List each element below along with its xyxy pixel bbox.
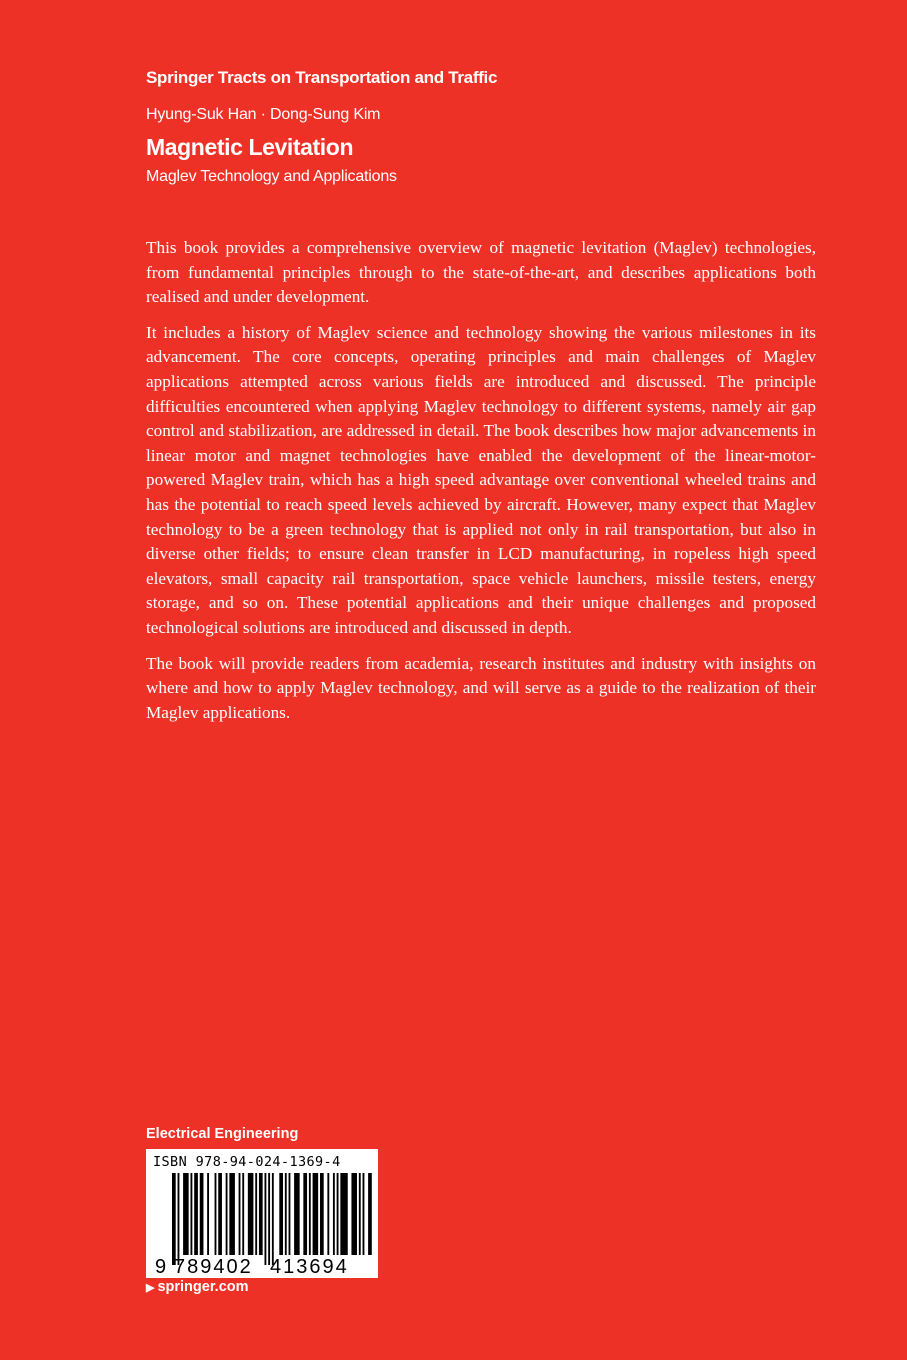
barcode-bar: [368, 1173, 372, 1255]
blurb-paragraph: The book will provide readers from academia, research institutes and industry with insights on where and how to apply Maglev technology, and will serve as a guide to the realization of their Maglev applications.: [146, 653, 816, 722]
book-subtitle: Maglev Technology and Applications: [146, 168, 397, 185]
barcode-bar: [178, 1173, 180, 1265]
barcode-bar: [359, 1173, 361, 1255]
barcode-bar: [255, 1173, 257, 1255]
barcode-bar: [259, 1173, 263, 1255]
barcode-bar: [285, 1173, 287, 1255]
barcode: [146, 1149, 378, 1278]
subject-category: Electrical Engineering: [146, 1126, 299, 1142]
barcode-bar: [279, 1173, 283, 1255]
barcode-bar: [242, 1173, 244, 1255]
blurb: [146, 236, 816, 736]
barcode-bar: [268, 1173, 270, 1265]
barcode-bar: [363, 1173, 365, 1255]
blurb-paragraph: This book provides a comprehensive overview of magnetic levitation (Maglev) technologies, from fundamental principles through to the state-of-the-art, and describes applications both realised and under development.: [146, 238, 816, 307]
barcode-bar: [351, 1173, 357, 1255]
barcode-bar: [337, 1173, 339, 1255]
barcode-bar: [229, 1173, 235, 1255]
barcode-bar: [333, 1173, 335, 1255]
ean-digits-right: 413694: [270, 1256, 349, 1278]
ean-digits-left: 789402: [174, 1256, 253, 1278]
book-title: Magnetic Levitation: [146, 134, 354, 160]
barcode-bar: [272, 1173, 274, 1265]
barcode-bar: [294, 1173, 300, 1255]
barcode-bar: [303, 1173, 307, 1255]
barcode-bar: [200, 1173, 204, 1255]
barcode-bar: [215, 1173, 217, 1255]
barcode-bar: [289, 1173, 291, 1255]
series-title: Springer Tracts on Transportation and Traffic: [146, 68, 498, 87]
barcode-bar: [265, 1173, 267, 1265]
barcode-bar: [194, 1173, 198, 1255]
arrow-icon: ▶: [146, 1282, 155, 1294]
ean-digit-first: 9: [155, 1256, 167, 1278]
authors: Hyung-Suk Han · Dong-Sung Kim: [146, 106, 381, 123]
barcode-bar: [218, 1173, 222, 1255]
barcode-bar: [320, 1173, 324, 1255]
barcode-bar: [191, 1173, 193, 1255]
blurb-paragraph: It includes a history of Maglev science and technology showing the various milestones in its advancement. The core concepts, operating principles and main challenges of Maglev applications attempted across various fields are introduced and discussed. The principle difficulties encountered when applying Maglev technology to different systems, namely air gap control and stabilization, are addressed in detail. The book describes how major advancements in linear motor and magnet technologies have enabled the development of the linear-motor-powered Maglev train, which has a high speed advantage over conventional wheeled trains and has the potential to reach speed levels achieved by aircraft. However, many expect that Maglev technology to be a green technology that is applied not only in rail transportation, but also in diverse other fields; to ensure clean transfer in LCD manufacturing, in ropeless high speed elevators, small capacity rail transportation, space vehicle launchers, missile testers, energy storage, and so on. These potential applications and their unique challenges and proposed technological solutions are introduced and discussed in depth.: [146, 322, 816, 637]
barcode-bar: [172, 1173, 176, 1265]
barcode-bar: [327, 1173, 329, 1255]
barcode-bar: [248, 1173, 254, 1255]
barcode-bar: [340, 1173, 347, 1255]
barcode-bar: [226, 1173, 228, 1255]
isbn-label: ISBN 978-94-024-1369-4: [153, 1154, 341, 1170]
barcode-bar: [313, 1173, 319, 1255]
barcode-graphic: [146, 1173, 378, 1278]
barcode-bar: [309, 1173, 311, 1255]
website-label: springer.com: [157, 1279, 249, 1295]
barcode-bar: [239, 1173, 241, 1255]
barcode-bar: [183, 1173, 189, 1255]
publisher-website[interactable]: [146, 1279, 249, 1295]
barcode-bar: [207, 1173, 209, 1255]
